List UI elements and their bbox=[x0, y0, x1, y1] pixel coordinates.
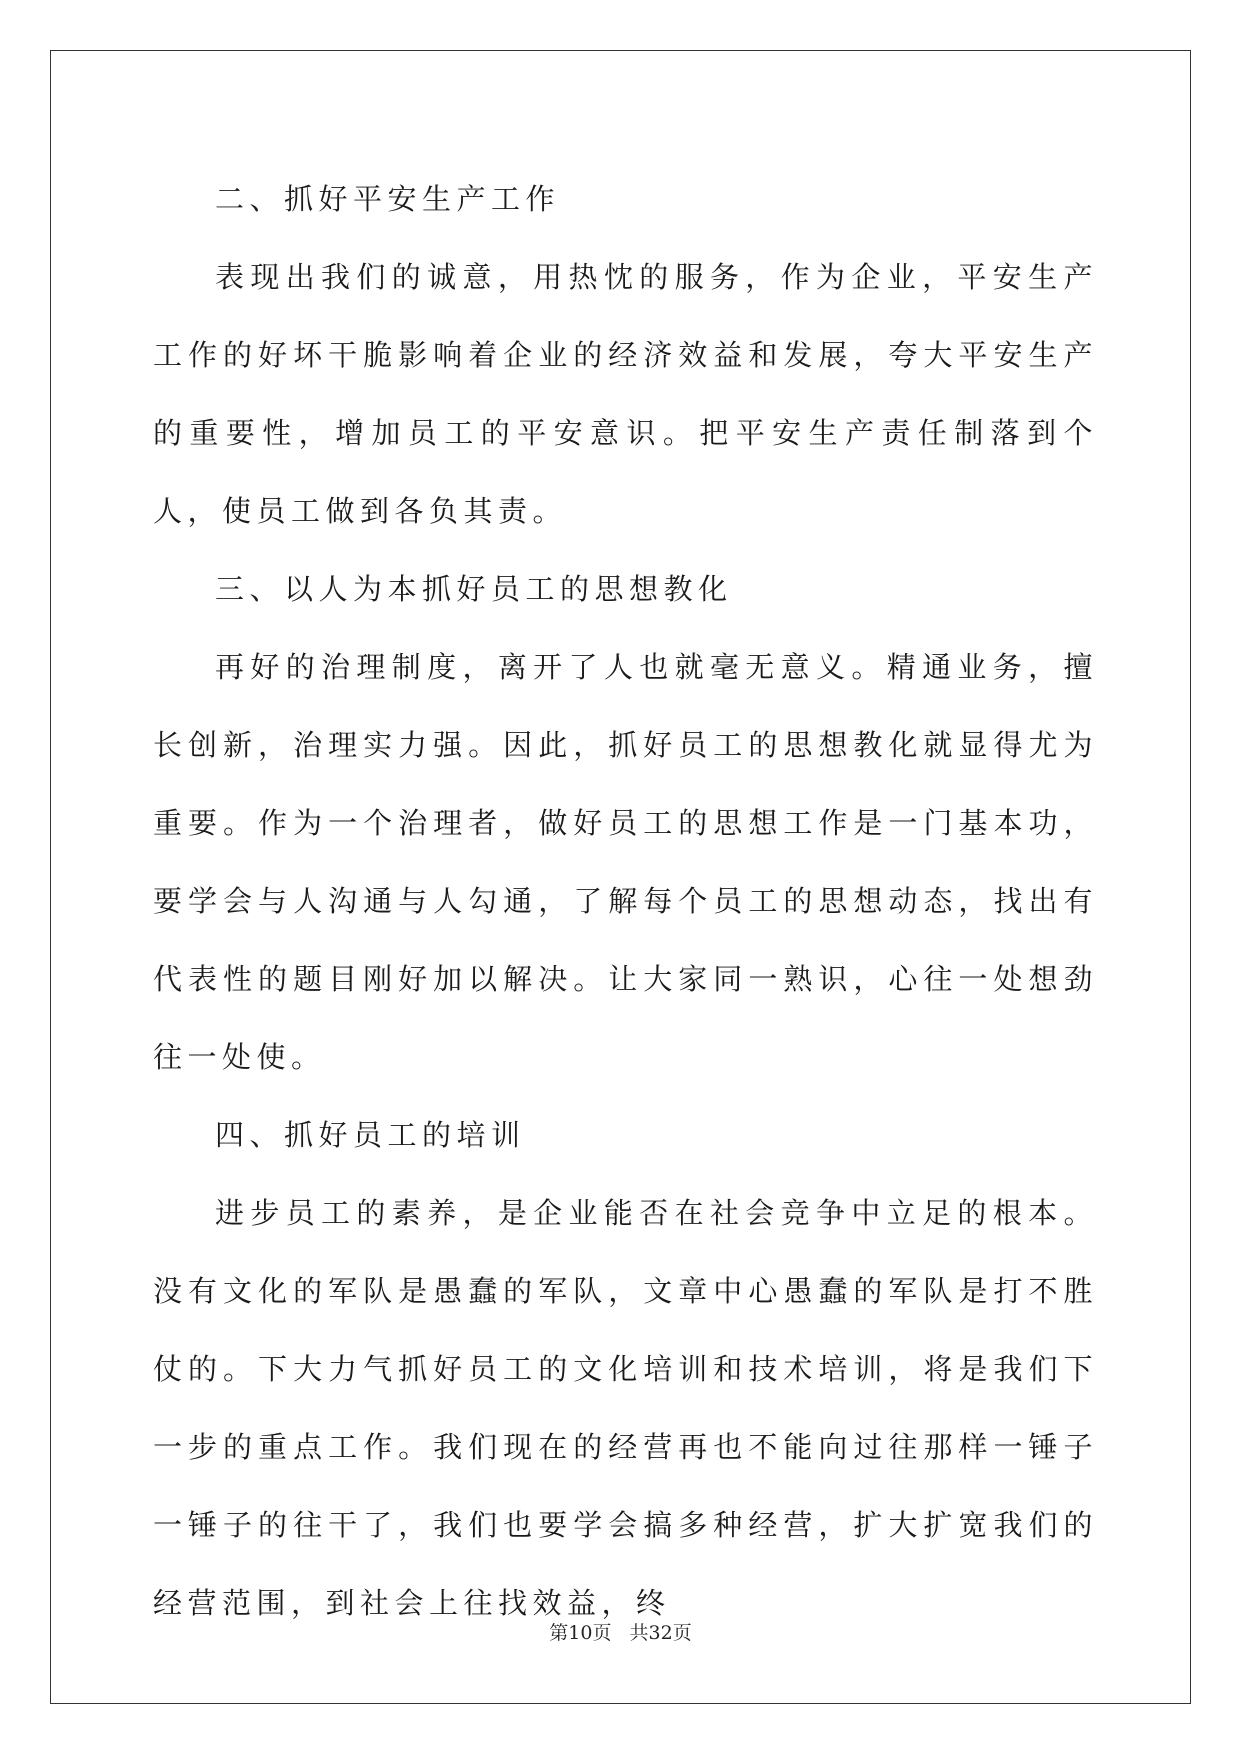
page-total: 共32页 bbox=[629, 1622, 692, 1644]
section-heading-staff-training: 四、抓好员工的培训 bbox=[215, 1118, 526, 1152]
paragraph-staff-education: 再好的治理制度，离开了人也就毫无意义。精通业务，擅长创新，治理实力强。因此，抓好员工的思想教化就显得尤为重要。作为一个治理者，做好员工的思想工作是一门基本功，要学会与人沟通与人勾通，了解每个员工的思想动态，找出有代表性的题目刚好加以解决。让大家同一熟识，心往一处想劲往一处使。 bbox=[153, 650, 1098, 1074]
paragraph-staff-training: 进步员工的素养，是企业能否在社会竞争中立足的根本。没有文化的军队是愚蠢的军队，文章中心愚蠢的军队是打不胜仗的。下大力气抓好员工的文化培训和技术培训，将是我们下一步的重点工作。我们现在的经营再也不能向过往那样一锤子一锤子的往干了，我们也要学会搞多种经营，扩大扩宽我们的经营范围，到社会上往找效益，终 bbox=[153, 1196, 1098, 1620]
document-body bbox=[153, 160, 1098, 1642]
section-heading-production-safety: 二、抓好平安生产工作 bbox=[215, 182, 561, 216]
paragraph-production-safety: 表现出我们的诚意，用热忱的服务，作为企业，平安生产工作的好坏干脆影响着企业的经济效益和发展，夸大平安生产的重要性，增加员工的平安意识。把平安生产责任制落到个人，使员工做到各负其责。 bbox=[153, 260, 1098, 528]
section-heading-staff-education: 三、以人为本抓好员工的思想教化 bbox=[215, 572, 733, 606]
page-footer bbox=[0, 1618, 1241, 1645]
page-number: 第10页 bbox=[549, 1622, 612, 1644]
